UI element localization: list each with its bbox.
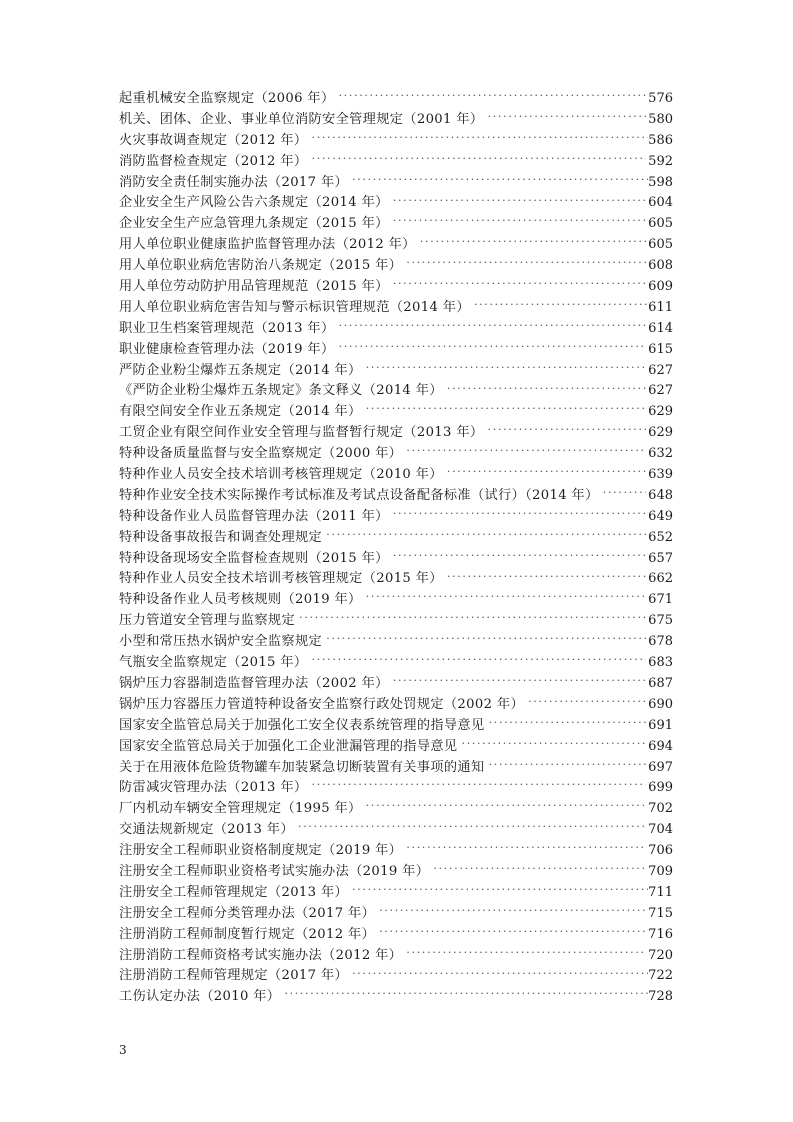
toc-entry-title: 火灾事故调查规定（2012 年） (119, 132, 308, 148)
toc-dot-leader (339, 89, 649, 102)
toc-entry[interactable] (119, 862, 673, 883)
toc-dot-leader (379, 925, 648, 938)
toc-dot-leader (406, 444, 646, 457)
toc-dot-leader (326, 632, 646, 645)
toc-entry-title: 职业卫生档案管理规范（2013 年） (119, 320, 335, 336)
toc-entry-title: 特种设备作业人员监督管理办法（2011 年） (119, 508, 389, 524)
toc-entry-title: 用人单位劳动防护用品管理规范（2015 年） (119, 279, 389, 295)
toc-entry[interactable] (119, 319, 673, 340)
toc-dot-leader (339, 319, 649, 332)
toc-entry[interactable] (119, 402, 673, 423)
toc-entry[interactable] (119, 444, 673, 465)
toc-entry-page-number: 609 (648, 279, 673, 295)
toc-entry-title: 特种作业人员安全技术培训考核管理规定（2015 年） (119, 571, 443, 587)
toc-entry-page-number: 709 (648, 863, 673, 879)
toc-entry-page-number: 614 (648, 320, 673, 336)
toc-entry[interactable] (119, 486, 673, 507)
toc-entry-page-number: 657 (648, 550, 673, 566)
toc-entry-page-number: 699 (648, 780, 673, 796)
toc-entry-page-number: 722 (648, 968, 673, 984)
toc-dot-leader (393, 549, 647, 562)
toc-entry-page-number: 649 (648, 508, 673, 524)
toc-entry-page-number: 716 (648, 926, 673, 942)
toc-entry-title: 国家安全监管总局关于加强化工安全仪表系统管理的指导意见 (119, 717, 485, 733)
toc-dot-leader (528, 695, 646, 708)
table-of-contents (119, 89, 673, 1008)
toc-entry[interactable] (119, 569, 673, 590)
toc-entry-page-number: 632 (648, 446, 673, 462)
toc-entry-title: 工伤认定办法（2010 年） (119, 989, 281, 1005)
toc-entry-title: 锅炉压力容器压力管道特种设备安全监察行政处罚规定（2002 年） (119, 696, 525, 712)
toc-entry[interactable] (119, 946, 673, 967)
toc-entry-page-number: 629 (648, 404, 673, 420)
toc-entry[interactable] (119, 507, 673, 528)
toc-entry-page-number: 691 (648, 717, 673, 733)
toc-entry-title: 注册安全工程师职业资格考试实施办法（2019 年） (119, 863, 430, 879)
toc-entry-page-number: 615 (648, 341, 673, 357)
toc-entry-title: 注册消防工程师制度暂行规定（2012 年） (119, 926, 376, 942)
toc-entry[interactable] (119, 695, 673, 716)
toc-dot-leader (366, 361, 647, 374)
toc-entry-title: 小型和常压热水锅炉安全监察规定 (119, 634, 323, 650)
toc-entry-title: 严防企业粉尘爆炸五条规定（2014 年） (119, 362, 362, 378)
toc-dot-leader (406, 841, 646, 854)
toc-dot-leader (352, 966, 648, 979)
toc-dot-leader (447, 465, 648, 478)
toc-entry[interactable] (119, 298, 673, 319)
toc-entry-page-number: 592 (648, 153, 673, 169)
toc-entry[interactable] (119, 590, 673, 611)
toc-entry-page-number: 671 (648, 592, 673, 608)
toc-dot-leader (393, 193, 647, 206)
toc-dot-leader (311, 131, 648, 144)
toc-entry-page-number: 652 (648, 529, 673, 545)
toc-entry[interactable] (119, 632, 673, 653)
toc-entry-page-number: 627 (648, 362, 673, 378)
toc-entry[interactable] (119, 758, 673, 779)
toc-entry-title: 注册安全工程师管理规定（2013 年） (119, 884, 349, 900)
toc-entry-title: 起重机械安全监察规定（2006 年） (119, 91, 335, 106)
toc-dot-leader (379, 904, 648, 917)
toc-entry-page-number: 715 (648, 905, 673, 921)
toc-dot-leader (366, 402, 647, 415)
toc-entry-page-number: 608 (648, 258, 673, 274)
toc-entry-title: 消防安全责任制实施办法（2017 年） (119, 174, 349, 190)
toc-entry[interactable] (119, 925, 673, 946)
toc-entry-page-number: 711 (648, 884, 673, 900)
toc-dot-leader (366, 799, 647, 812)
toc-entry-page-number: 694 (648, 738, 673, 754)
toc-entry[interactable] (119, 173, 673, 194)
toc-entry-title: 用人单位职业健康监护监督管理办法（2012 年） (119, 237, 416, 253)
toc-entry-page-number: 702 (648, 801, 673, 817)
toc-entry-title: 关于在用液体危险货物罐车加装紧急切断装置有关事项的通知 (119, 759, 485, 775)
toc-entry-title: 特种作业人员安全技术培训考核管理规定（2010 年） (119, 467, 443, 483)
toc-entry-page-number: 586 (648, 132, 673, 148)
toc-entry-title: 注册消防工程师资格考试实施办法（2012 年） (119, 947, 403, 963)
toc-entry[interactable] (119, 820, 673, 841)
toc-entry-page-number: 678 (648, 634, 673, 650)
toc-entry-page-number: 675 (648, 613, 673, 629)
toc-dot-leader (474, 298, 648, 311)
toc-entry-title: 厂内机动车辆安全管理规定（1995 年） (119, 801, 362, 817)
toc-entry[interactable] (119, 549, 673, 570)
toc-dot-leader (299, 611, 646, 624)
toc-entry[interactable] (119, 131, 673, 152)
toc-dot-leader (352, 173, 648, 186)
toc-entry[interactable] (119, 256, 673, 277)
toc-entry[interactable] (119, 841, 673, 862)
toc-entry-page-number: 604 (648, 195, 673, 211)
toc-entry-title: 用人单位职业病危害告知与警示标识管理规范（2014 年） (119, 299, 470, 315)
toc-entry[interactable] (119, 611, 673, 632)
toc-entry-page-number: 639 (648, 467, 673, 483)
toc-entry[interactable] (119, 778, 673, 799)
toc-dot-leader (339, 340, 647, 353)
toc-dot-leader (489, 758, 649, 771)
toc-dot-leader (487, 423, 646, 436)
toc-entry[interactable] (119, 381, 673, 402)
toc-entry-title: 职业健康检查管理办法（2019 年） (119, 341, 335, 357)
toc-entry-title: 消防监督检查规定（2012 年） (119, 153, 308, 169)
toc-dot-leader (489, 716, 649, 729)
toc-entry-page-number: 611 (648, 299, 673, 315)
toc-entry-title: 锅炉压力容器制造监督管理办法（2002 年） (119, 675, 389, 691)
toc-entry[interactable] (119, 799, 673, 820)
toc-entry[interactable] (119, 674, 673, 695)
toc-entry-title: 压力管道安全管理与监察规定 (119, 613, 295, 629)
toc-entry-title: 有限空间安全作业五条规定（2014 年） (119, 404, 362, 420)
toc-entry[interactable] (119, 423, 673, 444)
toc-entry-page-number: 605 (648, 237, 673, 253)
toc-dot-leader (311, 152, 646, 165)
toc-dot-leader (487, 110, 646, 123)
toc-entry[interactable] (119, 653, 673, 674)
toc-entry-title: 机关、团体、企业、事业单位消防安全管理规定（2001 年） (119, 111, 484, 127)
toc-entry[interactable] (119, 528, 673, 549)
toc-dot-leader (311, 778, 646, 791)
toc-entry-page-number: 720 (648, 947, 673, 963)
toc-entry-title: 特种设备事故报告和调查处理规定 (119, 529, 323, 545)
toc-entry[interactable] (119, 193, 673, 214)
toc-entry-title: 特种设备现场安全监督检查规则（2015 年） (119, 550, 389, 566)
toc-dot-leader (311, 653, 646, 666)
toc-dot-leader (393, 277, 647, 290)
toc-entry[interactable] (119, 361, 673, 382)
toc-entry[interactable] (119, 716, 673, 737)
toc-dot-leader (393, 214, 647, 227)
toc-entry[interactable] (119, 465, 673, 486)
toc-entry-page-number: 687 (648, 675, 673, 691)
toc-entry-page-number: 706 (648, 843, 673, 859)
toc-entry-page-number: 580 (648, 111, 673, 127)
toc-entry[interactable] (119, 110, 673, 131)
toc-dot-leader (393, 674, 647, 687)
toc-entry-page-number: 629 (648, 425, 673, 441)
toc-entry-page-number: 662 (648, 571, 673, 587)
toc-dot-leader (420, 235, 646, 248)
toc-entry-page-number: 728 (648, 989, 673, 1005)
toc-entry-page-number: 648 (648, 487, 673, 503)
toc-entry-page-number: 683 (648, 655, 673, 671)
toc-dot-leader (461, 737, 648, 750)
toc-entry-title: 特种作业安全技术实际操作考试标准及考试点设备配备标准（试行）（2014 年） (119, 487, 599, 503)
toc-dot-leader (366, 590, 647, 603)
footer-page-number: 3 (119, 1043, 127, 1057)
toc-dot-leader (447, 569, 648, 582)
toc-entry[interactable] (119, 89, 673, 110)
toc-entry[interactable] (119, 277, 673, 298)
toc-entry-page-number: 697 (648, 759, 673, 775)
toc-entry-page-number: 627 (648, 383, 673, 399)
toc-dot-leader (406, 946, 646, 959)
toc-dot-leader (406, 256, 648, 269)
toc-entry-page-number: 605 (648, 216, 673, 232)
toc-entry[interactable] (119, 235, 673, 256)
toc-dot-leader (298, 820, 646, 833)
toc-entry[interactable] (119, 904, 673, 925)
toc-entry-page-number: 598 (648, 174, 673, 190)
toc-entry-title: 交通法规新规定（2013 年） (119, 822, 294, 838)
toc-dot-leader (447, 381, 648, 394)
toc-dot-leader (393, 507, 647, 520)
toc-entry[interactable] (119, 737, 673, 758)
toc-entry-page-number: 690 (648, 696, 673, 712)
toc-entry-title: 《严防企业粉尘爆炸五条规定》条文释义（2014 年） (119, 383, 443, 399)
toc-entry-title: 特种设备作业人员考核规则（2019 年） (119, 592, 362, 608)
toc-entry[interactable] (119, 987, 673, 1008)
toc-entry-page-number: 576 (648, 91, 673, 106)
toc-entry[interactable] (119, 966, 673, 987)
toc-entry-title: 注册消防工程师管理规定（2017 年） (119, 968, 349, 984)
toc-dot-leader (326, 528, 646, 541)
toc-dot-leader (433, 862, 646, 875)
toc-entry[interactable] (119, 152, 673, 173)
toc-entry-title: 工贸企业有限空间作业安全管理与监督暂行规定（2013 年） (119, 425, 484, 441)
toc-entry-title: 气瓶安全监察规定（2015 年） (119, 655, 308, 671)
toc-entry-title: 防雷减灾管理办法（2013 年） (119, 780, 308, 796)
toc-entry-title: 注册安全工程师分类管理办法（2017 年） (119, 905, 376, 921)
toc-entry-title: 用人单位职业病危害防治八条规定（2015 年） (119, 258, 403, 274)
toc-entry-title: 注册安全工程师职业资格制度规定（2019 年） (119, 843, 403, 859)
toc-entry-title: 特种设备质量监督与安全监察规定（2000 年） (119, 446, 403, 462)
toc-entry[interactable] (119, 214, 673, 235)
toc-dot-leader (284, 987, 648, 1000)
toc-entry[interactable] (119, 340, 673, 361)
toc-entry-title: 企业安全生产应急管理九条规定（2015 年） (119, 216, 389, 232)
toc-entry[interactable] (119, 883, 673, 904)
toc-dot-leader (603, 486, 647, 499)
toc-entry-page-number: 704 (648, 822, 673, 838)
toc-entry-title: 企业安全生产风险公告六条规定（2014 年） (119, 195, 389, 211)
toc-entry-title: 国家安全监管总局关于加强化工企业泄漏管理的指导意见 (119, 738, 458, 754)
toc-dot-leader (352, 883, 648, 896)
